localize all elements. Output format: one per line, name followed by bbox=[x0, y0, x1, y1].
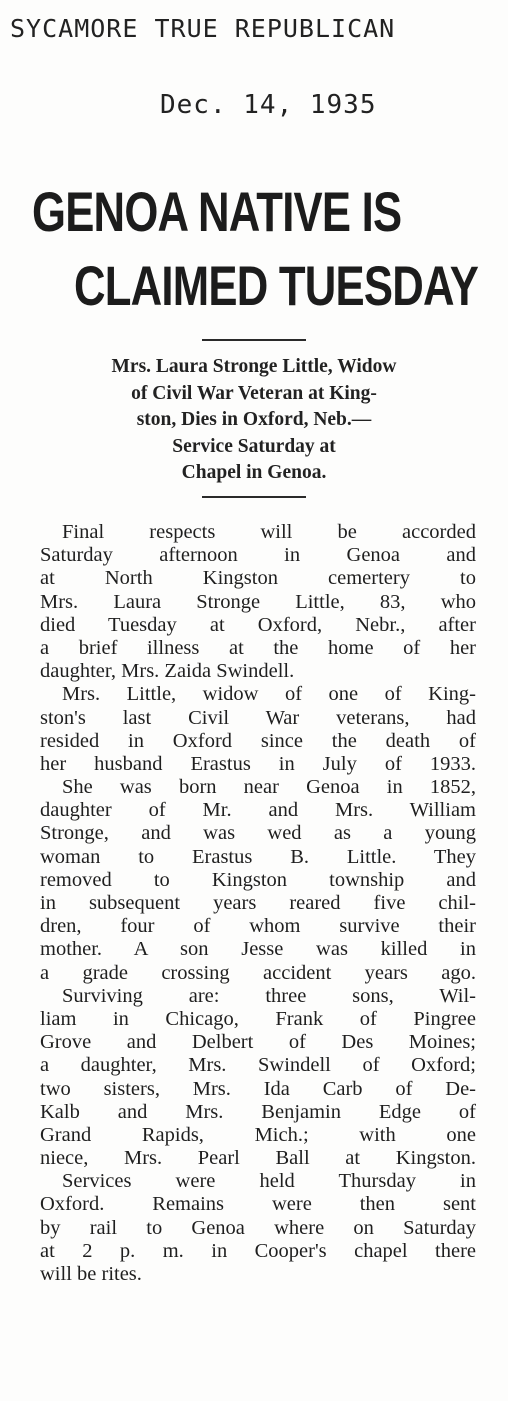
deck-line: of Civil War Veteran at King- bbox=[131, 382, 377, 404]
article-line: Mrs. Little, widow of one of King- bbox=[62, 683, 476, 706]
article-line: resided in Oxford since the death of bbox=[40, 729, 476, 752]
subheadline-deck bbox=[20, 354, 488, 487]
article-line: Oxford. Remains were then sent bbox=[40, 1193, 476, 1216]
article-line: died Tuesday at Oxford, Nebr., after bbox=[40, 613, 476, 636]
headline-line-2: CLAIMED TUESDAY bbox=[74, 254, 479, 317]
article-line: Surviving are: three sons, Wil- bbox=[62, 984, 476, 1007]
article-line: at North Kingston cemertery to bbox=[40, 567, 476, 590]
article-line: daughter of Mr. and Mrs. William bbox=[40, 799, 476, 822]
article-line: woman to Erastus B. Little. They bbox=[40, 845, 476, 868]
publication-date: Dec. 14, 1935 bbox=[160, 90, 377, 120]
article-line: Mrs. Laura Stronge Little, 83, who bbox=[40, 590, 476, 613]
article-body bbox=[40, 521, 476, 1286]
article-line: Kalb and Mrs. Benjamin Edge of bbox=[40, 1100, 476, 1123]
headline-line-1: GENOA NATIVE IS bbox=[32, 180, 402, 243]
article-line: Grand Rapids, Mich.; with one bbox=[40, 1123, 476, 1146]
deck-line: Chapel in Genoa. bbox=[181, 462, 327, 483]
article-line: liam in Chicago, Frank of Pingree bbox=[40, 1007, 476, 1030]
deck-line: ston, Dies in Oxford, Neb.— bbox=[136, 409, 372, 430]
article-line: removed to Kingston township and bbox=[40, 868, 476, 891]
article-line: in subsequent years reared five chil- bbox=[40, 892, 476, 914]
article-line: a brief illness at the home of her bbox=[40, 636, 476, 659]
article-line: by rail to Genoa where on Saturday bbox=[40, 1216, 476, 1239]
divider-rule-top bbox=[202, 339, 306, 341]
article-line: dren, four of whom survive their bbox=[40, 915, 476, 938]
newspaper-name: SYCAMORE TRUE REPUBLICAN bbox=[10, 14, 396, 43]
article-line: daughter, Mrs. Zaida Swindell. bbox=[40, 660, 295, 683]
article-line: Services were held Thursday in bbox=[62, 1170, 476, 1193]
article-line: Grove and Delbert of Des Moines; bbox=[40, 1031, 476, 1054]
article-line: at 2 p. m. in Cooper's chapel there bbox=[40, 1239, 476, 1262]
deck-line: Service Saturday at bbox=[172, 435, 336, 457]
article-line: a grade crossing accident years ago. bbox=[40, 961, 476, 984]
article-line: She was born near Genoa in 1852, bbox=[62, 776, 476, 799]
article-line: ston's last Civil War veterans, had bbox=[40, 706, 476, 729]
article-line: two sisters, Mrs. Ida Carb of De- bbox=[40, 1077, 476, 1100]
article-line: Saturday afternoon in Genoa and bbox=[40, 544, 476, 567]
article-line: her husband Erastus in July of 1933. bbox=[40, 752, 476, 775]
article-line: mother. A son Jesse was killed in bbox=[40, 938, 476, 961]
article-line: Final respects will be accorded bbox=[62, 521, 476, 543]
article-line: niece, Mrs. Pearl Ball at Kingston. bbox=[40, 1147, 476, 1170]
divider-rule-bottom bbox=[202, 496, 306, 498]
article-line: Stronge, and was wed as a young bbox=[40, 822, 476, 845]
deck-line: Mrs. Laura Stronge Little, Widow bbox=[111, 356, 397, 377]
article-line: will be rites. bbox=[40, 1263, 142, 1285]
article-line: a daughter, Mrs. Swindell of Oxford; bbox=[40, 1054, 476, 1077]
